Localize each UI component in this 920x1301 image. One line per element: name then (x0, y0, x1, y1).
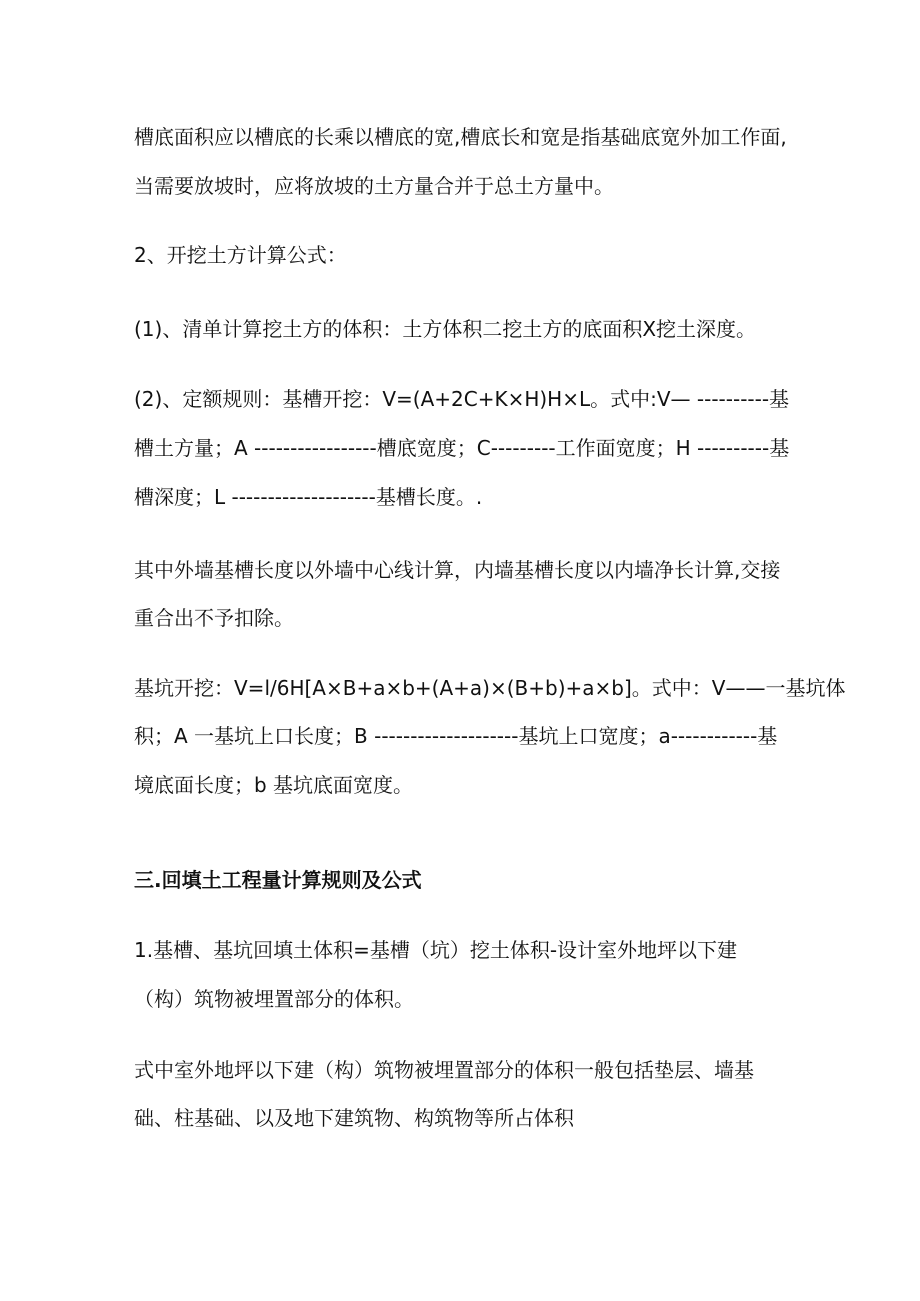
paragraph-pit-excavation-line-3: 境底面长度；b 基坑底面宽度。 (134, 773, 414, 797)
paragraph-pit-excavation-line-2: 积；A 一基坑上口长度；B --------------------基坑上口宽度；a------------基 (134, 724, 778, 748)
paragraph-wall-trench-length-line-2: 重合出不予扣除。 (134, 606, 294, 630)
paragraph-pit-excavation-line-1: 基坑开挖：V=l/6H[A×B+a×b+(A+a)×(B+b)+a×b]。式中：V——一基坑体 (134, 676, 846, 700)
paragraph-buried-volume-line-1: 式中室外地坪以下建（构）筑物被埋置部分的体积一般包括垫层、墙基 (134, 1058, 754, 1082)
paragraph-wall-trench-length-line-1: 其中外墙基槽长度以外墙中心线计算，内墙基槽长度以内墙净长计算,交接 (134, 558, 781, 582)
paragraph-quota-rule-line-3: 槽深度；L --------------------基槽长度。. (134, 485, 483, 509)
paragraph-buried-volume-line-2: 础、柱基础、以及地下建筑物、构筑物等所占体积 (134, 1106, 574, 1130)
paragraph-trench-area-line-1: 槽底面积应以槽底的长乘以槽底的宽,槽底长和宽是指基础底宽外加工作面, (134, 125, 787, 149)
paragraph-backfill-volume-line-1: 1.基槽、基坑回填土体积=基槽（坑）挖土体积-设计室外地坪以下建 (134, 938, 738, 962)
paragraph-excavation-formula-title: 2、开挖土方计算公式： (134, 243, 347, 267)
paragraph-quota-rule-line-1: (2)、定额规则：基槽开挖：V=(A+2C+K×H)H×L。式中:V— ----------基 (134, 387, 790, 411)
section-heading-backfill: 三.回填土工程量计算规则及公式 (134, 868, 422, 892)
paragraph-quota-rule-line-2: 槽土方量；A -----------------槽底宽度；C---------工作面宽度；H ----------基 (134, 436, 790, 460)
paragraph-bill-of-quantities-rule: (1)、清单计算挖土方的体积：土方体积二挖土方的底面积X挖土深度。 (134, 317, 757, 341)
paragraph-trench-area-line-2: 当需要放坡时，应将放坡的土方量合并于总土方量中。 (134, 174, 614, 198)
paragraph-backfill-volume-line-2: （构）筑物被埋置部分的体积。 (134, 987, 414, 1011)
